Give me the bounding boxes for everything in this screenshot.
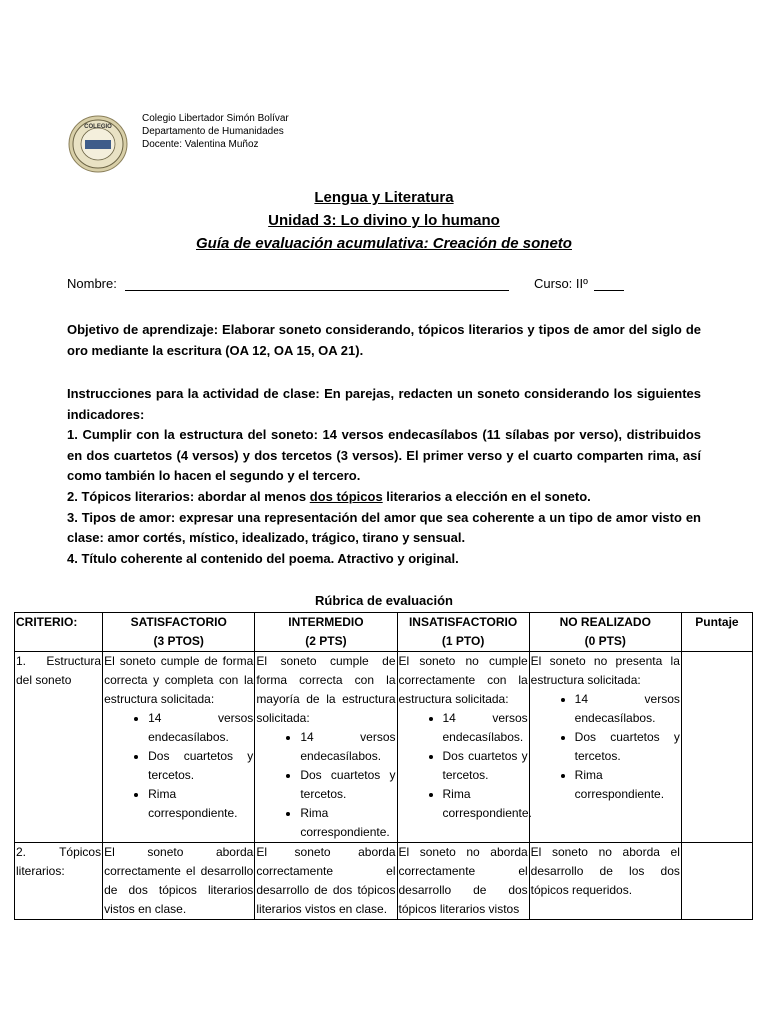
table-header-row: [15, 613, 753, 652]
name-blank-line[interactable]: [125, 290, 509, 291]
header-insatisfactorio: INSATISFACTORIO (1 PTO): [397, 613, 529, 652]
cell-satisfactorio: El soneto aborda correctamente el desarrollo de dos tópicos literarios vistos en clase.: [103, 843, 255, 920]
header-criterio: CRITERIO:: [15, 613, 103, 652]
teacher: Docente: Valentina Muñoz: [142, 139, 259, 150]
name-label: Nombre:: [67, 276, 117, 291]
logo-text: COLEGIO: [84, 124, 112, 130]
criterion-topics: 2. Tópicos literarios:: [15, 843, 103, 920]
rubric-table: [14, 612, 753, 920]
cell-no-realizado: El soneto no aborda el desarrollo de los dos tópicos requeridos.: [529, 843, 681, 920]
instruction-item-2: 2. Tópicos literarios: abordar al menos dos tópicos literarios a elección en el soneto.: [67, 488, 591, 504]
criterion-structure: 1. Estructura del soneto: [15, 652, 103, 843]
rubric-title: Rúbrica de evaluación: [315, 593, 453, 608]
objective-text: Objetivo de aprendizaje: Elaborar soneto considerando, tópicos literarios y tipos de amor del siglo de oro mediante la escritura (OA 12, OA 15, OA 21).: [67, 322, 701, 358]
cell-insatisfactorio: El soneto no aborda correctamente el desarrollo de dos tópicos literarios vistos: [397, 843, 529, 920]
cell-intermedio: El soneto cumple de forma correcta con la mayoría de la estructura solicitada: • 14 versos endecasílabos. • Dos cuartetos y tercetos. • Rima correspondiente.: [255, 652, 397, 843]
cell-satisfactorio: El soneto cumple de forma correcta y completa con la estructura solicitada: • 14 versos endecasílabos. • Dos cuartetos y tercetos. • Rima correspondiente.: [103, 652, 255, 843]
score-cell[interactable]: [681, 652, 752, 843]
table-row: [15, 652, 753, 843]
instructions-block: [67, 384, 701, 569]
instruction-item-1: 1. Cumplir con la estructura del soneto: 14 versos endecasílabos (11 sílabas por verso), distribuidos en dos cuartetos (4 versos) y dos tercetos (3 versos). El primer verso y el cuarto comparten rima, así como también lo hacen el segundo y el tercero.: [67, 427, 701, 484]
school-name: Colegio Libertador Simón Bolívar: [142, 113, 289, 124]
guide-title: Guía de evaluación acumulativa: Creación de soneto: [196, 235, 572, 252]
cell-insatisfactorio: El soneto no cumple correctamente con la estructura solicitada: • 14 versos endecasílabos. • Dos cuartetos y tercetos. • Rima correspondiente.: [397, 652, 529, 843]
cell-no-realizado: El soneto no presenta la estructura solicitada: • 14 versos endecasílabos. • Dos cuartetos y tercetos. • Rima correspondiente.: [529, 652, 681, 843]
document-titles: [0, 186, 768, 255]
subject-title: Lengua y Literatura: [314, 189, 454, 206]
header-puntaje: Puntaje: [681, 613, 752, 652]
underlined-emphasis: dos tópicos: [309, 488, 383, 504]
header-no-realizado: NO REALIZADO (0 PTS): [529, 613, 681, 652]
school-logo: [68, 114, 128, 174]
score-cell[interactable]: [681, 843, 752, 920]
instructions-intro: Instrucciones para la actividad de clase: En parejas, redacten un soneto considerando los siguientes indicadores:: [67, 386, 701, 422]
unit-title: Unidad 3: Lo divino y lo humano: [268, 212, 500, 229]
table-row: [15, 843, 753, 920]
course-label: Curso: IIº: [534, 276, 588, 291]
header-satisfactorio: SATISFACTORIO (3 PTOS): [103, 613, 255, 652]
department: Departamento de Humanidades: [142, 126, 284, 137]
cell-intermedio: El soneto aborda correctamente el desarrollo de dos tópicos literarios vistos en clase.: [255, 843, 397, 920]
header-intermedio: INTERMEDIO (2 PTS): [255, 613, 397, 652]
course-blank-line[interactable]: [594, 290, 624, 291]
instruction-item-3: 3. Tipos de amor: expresar una representación del amor que sea coherente a un tipo de amor visto en clase: amor cortés, místico, idealizado, trágico, tirano y sensual.: [67, 509, 701, 546]
objective-paragraph: [67, 320, 701, 361]
instruction-item-4: 4. Título coherente al contenido del poema. Atractivo y original.: [67, 550, 459, 566]
